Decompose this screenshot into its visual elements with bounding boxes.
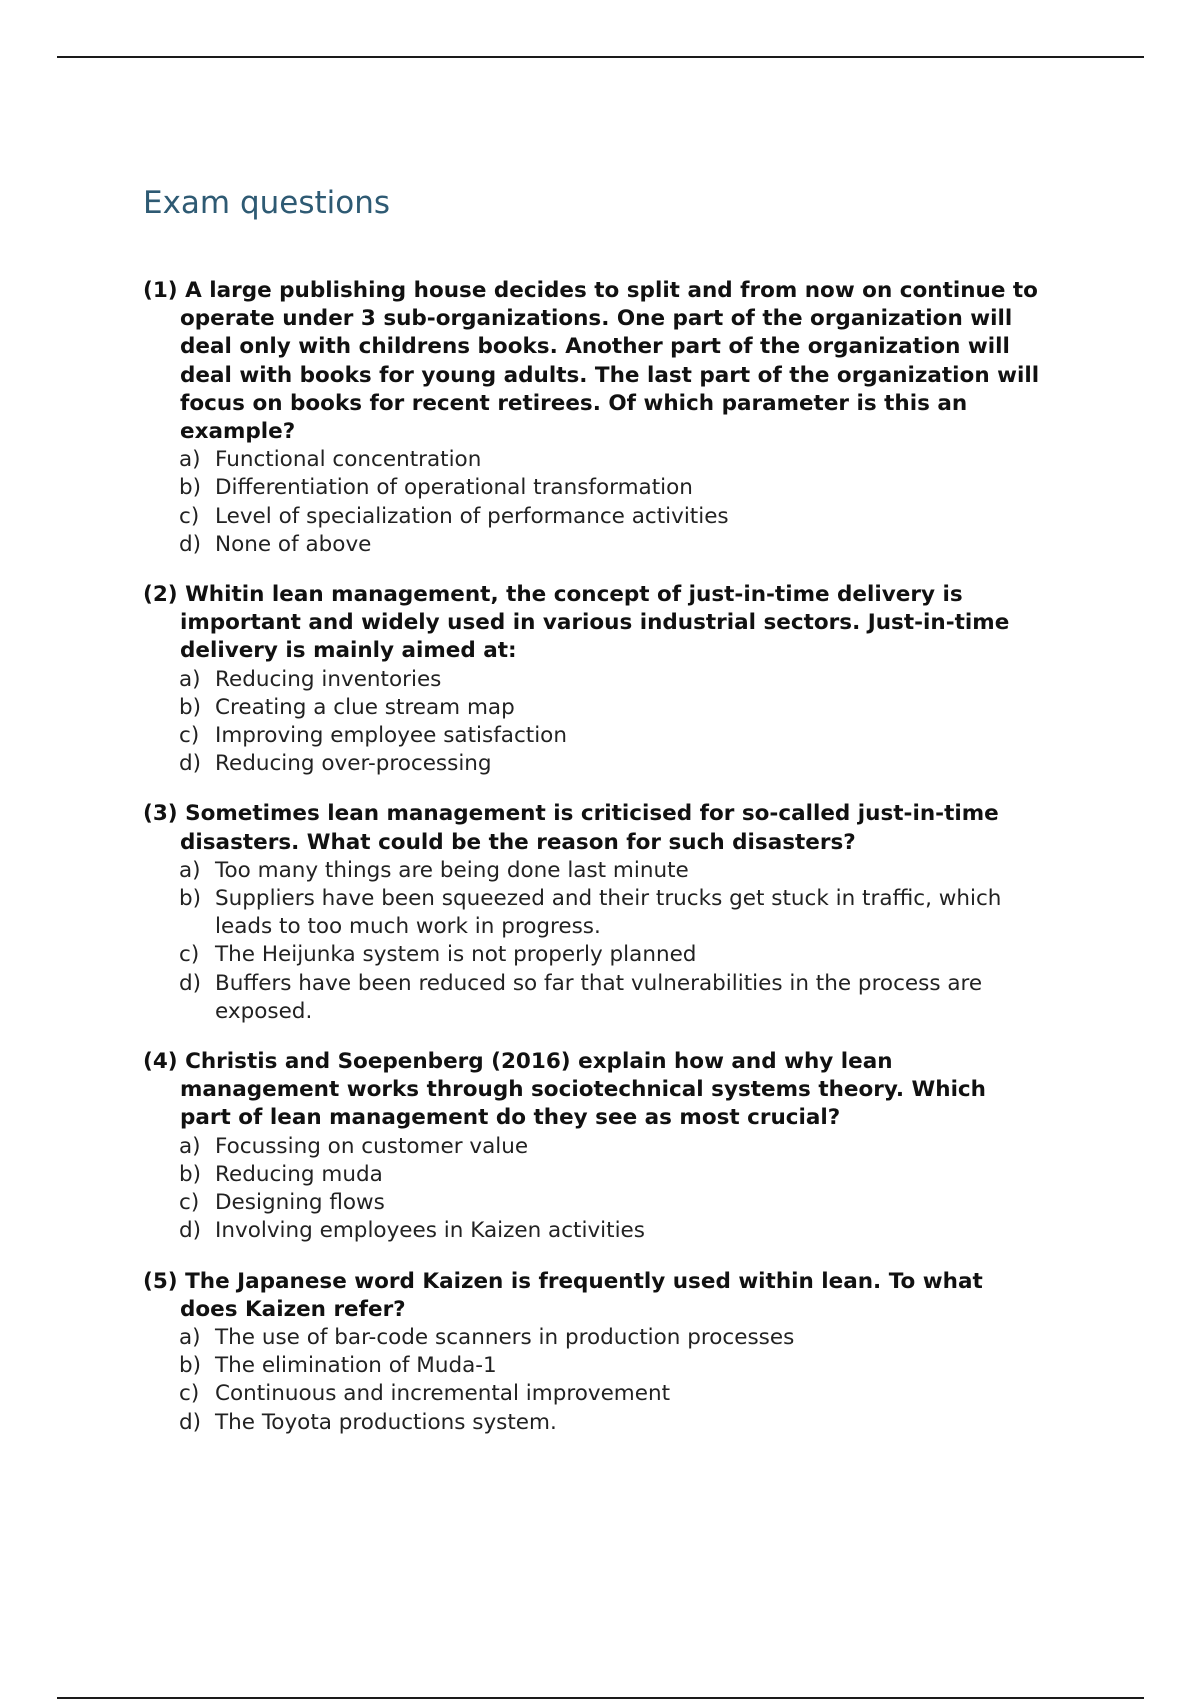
option-text: The use of bar-code scanners in production processes — [215, 1324, 795, 1350]
question-text: (1) A large publishing house decides to split and from now on continue to operate under 3 sub-organizations. One part of the organization will deal only with childrens books. Another part of the organization will deal with books for young adults. The last part of the organization will focus on books for recent retirees. Of which parameter is this an example? — [143, 278, 1040, 445]
option-a — [179, 857, 1043, 885]
option-d — [179, 970, 1043, 1026]
option-b — [179, 1161, 1043, 1189]
question-4 — [143, 1048, 1043, 1245]
option-list — [143, 446, 1043, 559]
option-c — [179, 503, 1043, 531]
option-letter: a) — [179, 447, 201, 473]
option-text: Buffers have been reduced so far that vulnerabilities in the process are exposed. — [215, 970, 983, 1024]
option-c — [179, 1189, 1043, 1217]
option-list — [143, 1324, 1043, 1437]
option-letter: d) — [179, 1409, 202, 1435]
question-1 — [143, 277, 1043, 559]
option-a — [179, 1133, 1043, 1161]
option-text: The Heijunka system is not properly planned — [215, 942, 697, 968]
option-text: The elimination of Muda-1 — [215, 1353, 497, 1379]
option-letter: d) — [179, 531, 202, 557]
option-letter: a) — [179, 857, 201, 883]
question-text: (5) The Japanese word Kaizen is frequently used within lean. To what does Kaizen refer? — [143, 1268, 983, 1322]
option-letter: d) — [179, 1218, 202, 1244]
question-2 — [143, 581, 1043, 778]
option-text: Reducing muda — [215, 1161, 383, 1187]
option-c — [179, 1380, 1043, 1408]
option-letter: d) — [179, 970, 202, 996]
option-a — [179, 1324, 1043, 1352]
option-list — [143, 666, 1043, 779]
question-5 — [143, 1268, 1043, 1437]
option-text: Differentiation of operational transformation — [215, 475, 693, 501]
option-b — [179, 474, 1043, 502]
option-letter: a) — [179, 1133, 201, 1159]
option-letter: a) — [179, 666, 201, 692]
option-a — [179, 666, 1043, 694]
option-list — [143, 857, 1043, 1026]
question-text: (3) Sometimes lean management is criticised for so-called just-in-time disasters. What could be the reason for such disasters? — [143, 801, 999, 855]
option-letter: c) — [179, 723, 200, 749]
option-letter: d) — [179, 751, 202, 777]
option-d — [179, 750, 1043, 778]
question-3 — [143, 800, 1043, 1026]
option-text: Reducing inventories — [215, 666, 442, 692]
option-d — [179, 1409, 1043, 1437]
footer-rule — [57, 1697, 1144, 1699]
option-d — [179, 1217, 1043, 1245]
option-text: Improving employee satisfaction — [215, 723, 567, 749]
option-letter: b) — [179, 694, 202, 720]
option-text: The Toyota productions system. — [215, 1409, 557, 1435]
question-list — [143, 277, 1043, 1459]
header-rule — [57, 56, 1144, 58]
option-letter: c) — [179, 503, 200, 529]
option-text: Designing flows — [215, 1190, 385, 1216]
option-c — [179, 722, 1043, 750]
option-letter: c) — [179, 942, 200, 968]
option-b — [179, 694, 1043, 722]
option-text: Suppliers have been squeezed and their trucks get stuck in traffic, which leads to too much work in progress. — [215, 886, 1002, 940]
option-letter: a) — [179, 1324, 201, 1350]
option-text: Too many things are being done last minute — [215, 857, 689, 883]
option-letter: b) — [179, 886, 202, 912]
option-text: Focussing on customer value — [215, 1133, 529, 1159]
option-text: Creating a clue stream map — [215, 694, 515, 720]
option-letter: c) — [179, 1190, 200, 1216]
option-letter: c) — [179, 1381, 200, 1407]
option-text: Functional concentration — [215, 447, 482, 473]
option-text: Continuous and incremental improvement — [215, 1381, 671, 1407]
option-list — [143, 1133, 1043, 1246]
question-text: (4) Christis and Soepenberg (2016) explain how and why lean management works through sociotechnical systems theory. Which part of lean management do they see as most crucial? — [143, 1049, 986, 1131]
option-text: None of above — [215, 531, 372, 557]
option-c — [179, 941, 1043, 969]
option-b — [179, 1352, 1043, 1380]
option-a — [179, 446, 1043, 474]
option-b — [179, 885, 1043, 941]
option-letter: b) — [179, 475, 202, 501]
option-text: Level of specialization of performance activities — [215, 503, 729, 529]
page-title: Exam questions — [143, 185, 391, 221]
question-text: (2) Whitin lean management, the concept of just-in-time delivery is important and widely used in various industrial sectors. Just-in-time delivery is mainly aimed at: — [143, 582, 1010, 664]
option-letter: b) — [179, 1161, 202, 1187]
option-d — [179, 531, 1043, 559]
option-letter: b) — [179, 1353, 202, 1379]
option-text: Reducing over-processing — [215, 751, 492, 777]
option-text: Involving employees in Kaizen activities — [215, 1218, 645, 1244]
